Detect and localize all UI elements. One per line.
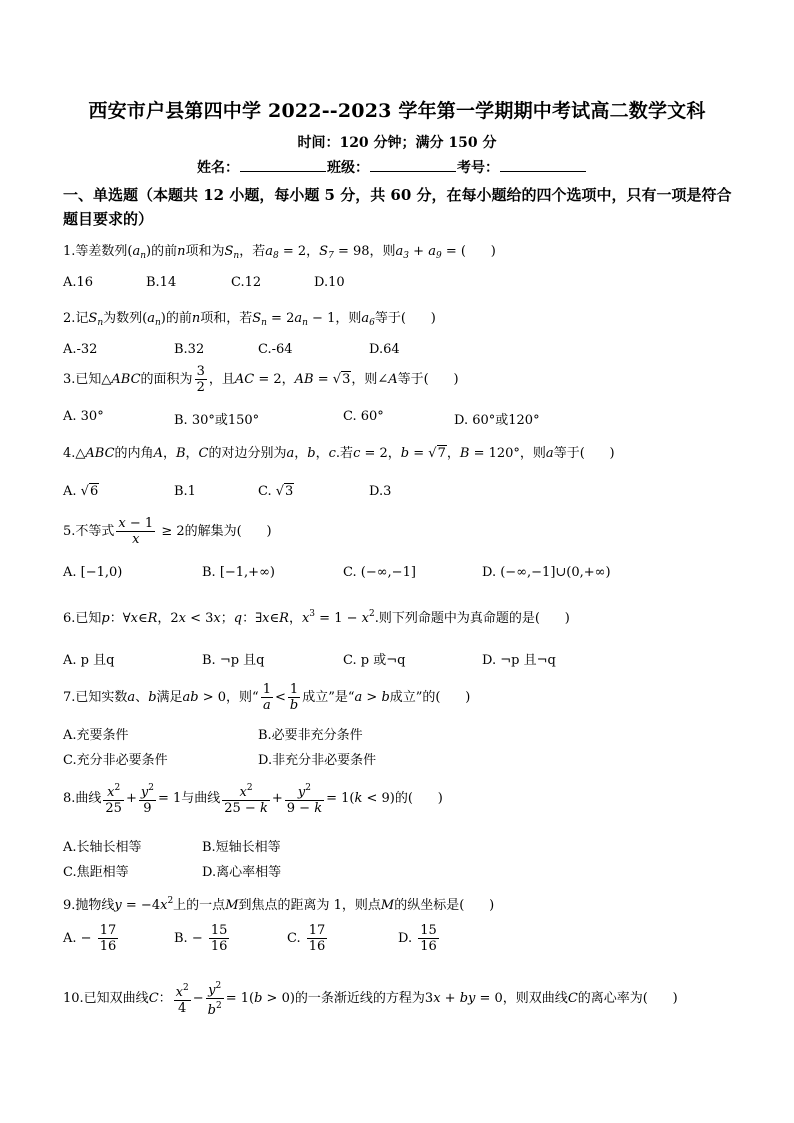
exam-title: 西安市户县第四中学 2022--2023 学年第一学期期中考试高二数学文科 (88, 100, 706, 122)
option-b[interactable]: B.32 (174, 342, 205, 357)
option-a[interactable]: A. √6 (63, 484, 99, 499)
question-2: 2.记$S_n$为数列$(a_n)$的前n项和，若$S_n = 2a_n - 1$，则$a_6$等于( ) (63, 311, 436, 328)
option-b[interactable]: B. 30°或150° (174, 413, 260, 428)
option-a[interactable]: A.长轴长相等 (63, 840, 142, 855)
question-9: 9.抛物线$y = -4x^2$上的一点M到焦点的距离为 1，则点M的纵坐标是( ) (63, 896, 495, 913)
option-d[interactable]: D. 60°或120° (454, 413, 540, 428)
option-b[interactable]: B.短轴长相等 (202, 840, 281, 855)
option-c[interactable]: C.充分非必要条件 (63, 753, 168, 768)
option-a[interactable]: A.-32 (63, 342, 98, 357)
option-d[interactable]: D.64 (369, 342, 400, 357)
question-10: 10.已知双曲线C： $\frac{x^2}{4}$ − $\frac{y^2}{b^2}$ = 1(b > 0)的一条渐近线的方程为3x + by = 0，则双曲线C的离心率为( ) (63, 981, 678, 1018)
exam-time-info: 时间：120 分钟；满分 150 分 (297, 135, 497, 151)
option-a[interactable]: A. [−1,0) (63, 565, 123, 580)
question-4: 4.△ABC的内角A，B，C的对边分别为a，b，c.若c = 2，b = √7，B = 120°，则a等于( ) (63, 446, 615, 461)
option-b[interactable]: B.1 (174, 484, 196, 499)
option-c[interactable]: C.焦距相等 (63, 865, 129, 880)
option-d[interactable]: D. $\frac{15}{16}$ (398, 923, 437, 954)
option-c[interactable]: C. p 或¬q (343, 653, 406, 668)
option-b[interactable]: B. − $\frac{15}{16}$ (174, 923, 228, 954)
section-heading: 一、单选题（本题共 12 小题，每小题 5 分，共 60 分，在每小题给的四个选项中，只有一项是符合题目要求的） (63, 186, 732, 228)
question-6: 6.已知p：∀x∈R，2x < 3x；q：∃x∈R，$x^3 = 1 - x^2$.则下列命题中为真命题的是( ) (63, 609, 570, 626)
option-c[interactable]: C. $\frac{17}{16}$ (287, 923, 326, 954)
option-a[interactable]: A.16 (63, 275, 94, 290)
option-d[interactable]: D.非充分非必要条件 (258, 753, 377, 768)
option-a[interactable]: A. − $\frac{17}{16}$ (63, 923, 117, 954)
question-7: 7.已知实数a、b满足ab > 0，则“ $\frac{1}{a}$ < $\frac{1}{b}$ 成立”是“a > b成立”的( ) (63, 682, 471, 713)
option-a[interactable]: A.充要条件 (63, 728, 129, 743)
option-d[interactable]: D. ¬p 且¬q (482, 653, 556, 668)
option-c[interactable]: C.12 (231, 275, 262, 290)
option-d[interactable]: D. (−∞,−1]∪(0,+∞) (482, 565, 611, 580)
option-b[interactable]: B.14 (146, 275, 177, 290)
question-1: 1.等差数列$(a_n)$的前n项和为$S_n$，若$a_8 = 2$，$S_7 = 98$，则$a_3 + a_9$ = ( ) (63, 244, 496, 261)
question-5: 5.不等式 $\frac{x - 1}{x}$ ≥ 2的解集为( ) (63, 516, 272, 547)
option-c[interactable]: C. (−∞,−1] (343, 565, 416, 580)
number-blank[interactable] (500, 157, 586, 172)
option-c[interactable]: C. 60° (343, 409, 384, 424)
option-b[interactable]: B. ¬p 且q (202, 653, 265, 668)
name-blank[interactable] (240, 157, 326, 172)
class-label: 班级： (327, 160, 369, 176)
number-label: 考号： (457, 160, 499, 176)
option-d[interactable]: D.离心率相等 (202, 865, 282, 880)
option-b[interactable]: B.必要非充分条件 (258, 728, 363, 743)
question-8: 8.曲线 $\frac{x^2}{25}$ + $\frac{y^2}{9}$ = 1与曲线 $\frac{x^2}{25 - k}$ + $\frac{y^2}{9 - k}$ = 1(k < 9)的( ) (63, 783, 443, 816)
student-info-line (197, 157, 587, 177)
option-d[interactable]: D.3 (369, 484, 392, 499)
class-blank[interactable] (370, 157, 456, 172)
name-label: 姓名： (197, 160, 239, 176)
question-3: 3.已知△ABC的面积为 $\frac{3}{2}$ ，且AC = 2，AB = √3，则∠A等于( ) (63, 364, 459, 395)
option-c[interactable]: C. √3 (258, 484, 294, 499)
option-b[interactable]: B. [−1,+∞) (202, 565, 275, 580)
option-c[interactable]: C.-64 (258, 342, 293, 357)
option-d[interactable]: D.10 (314, 275, 345, 290)
option-a[interactable]: A. p 且q (63, 653, 115, 668)
option-a[interactable]: A. 30° (63, 409, 104, 424)
